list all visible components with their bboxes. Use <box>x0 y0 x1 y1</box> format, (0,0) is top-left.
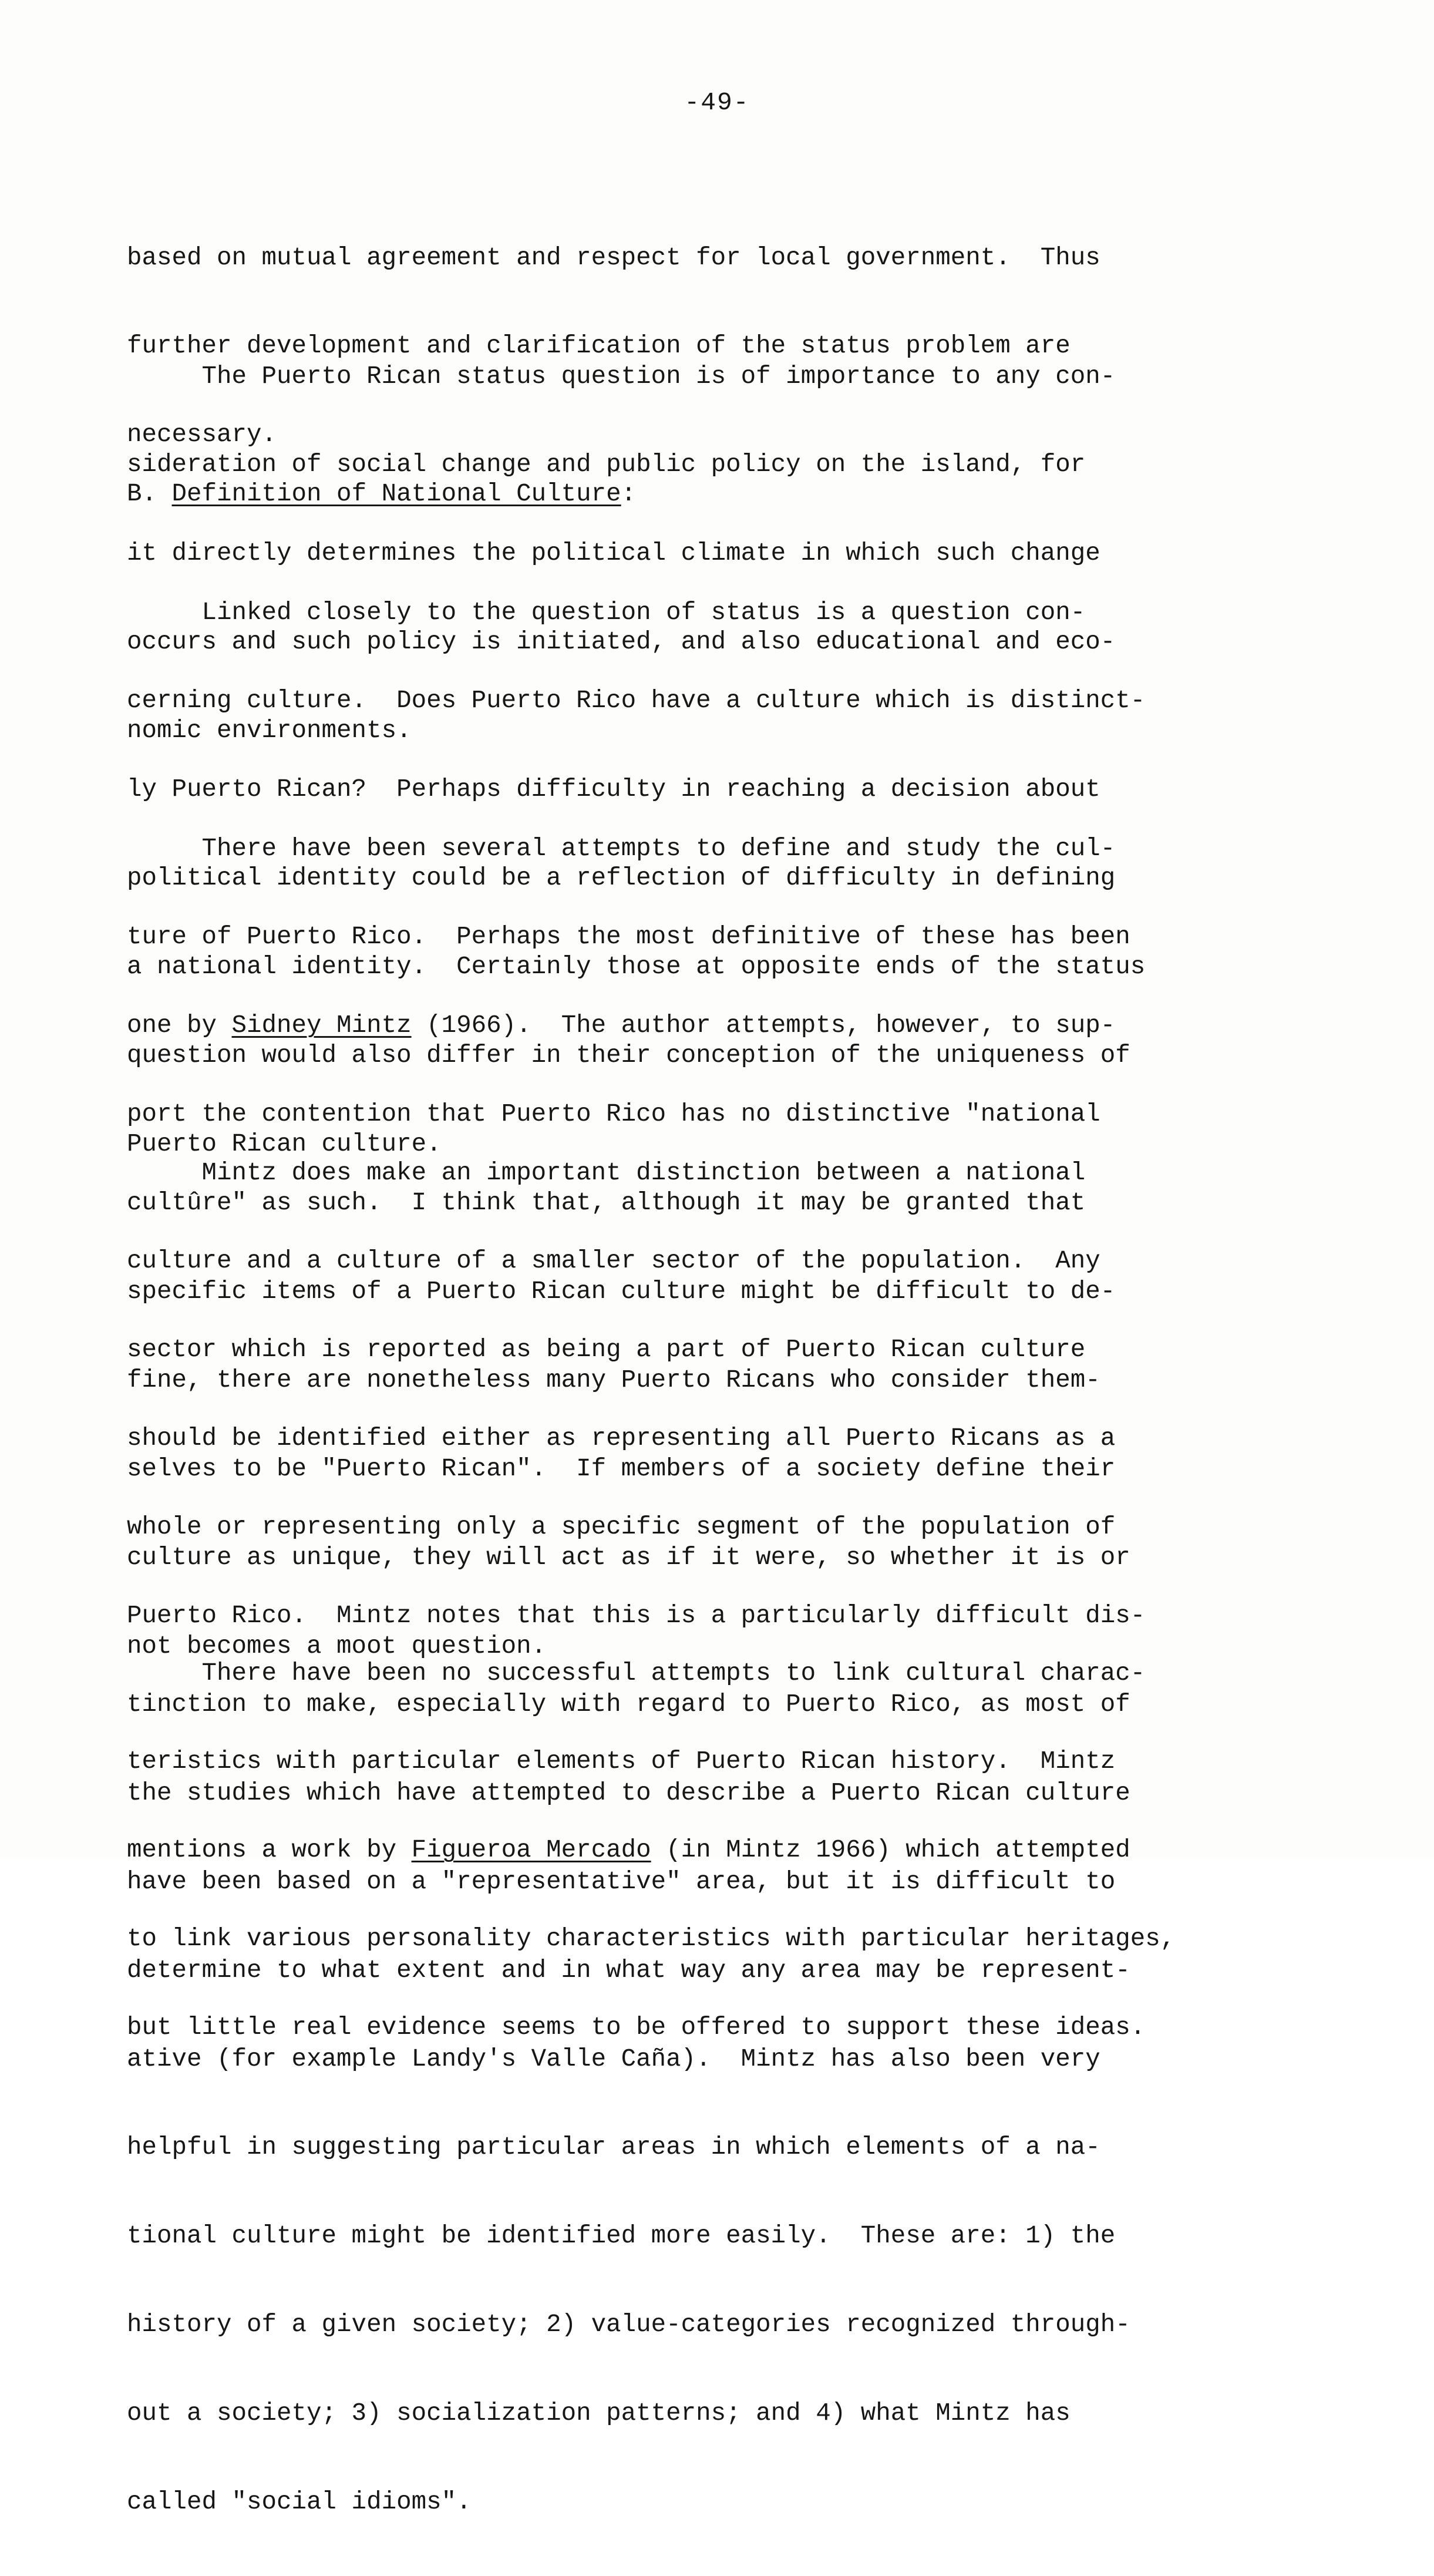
text-line: sector which is reported as being a part of Puerto Rican culture <box>127 1336 1086 1364</box>
text-line: teristics with particular elements of Puerto Rican history. Mintz <box>127 1747 1116 1776</box>
text-line: culture as unique, they will act as if it were, so whether it is or <box>127 1543 1130 1572</box>
text-line: tional culture might be identified more easily. These are: 1) the <box>127 2222 1116 2251</box>
text-line: have been based on a "representative" area, but it is difficult to <box>127 1867 1116 1896</box>
text-line: determine to what extent and in what way any area may be represent- <box>127 1956 1130 1985</box>
text-line: specific items of a Puerto Rican culture might be difficult to de- <box>127 1277 1116 1306</box>
text-line: based on mutual agreement and respect for local government. Thus <box>127 243 1100 272</box>
text-line: further development and clarification of the status problem are <box>127 332 1071 361</box>
text-line: fine, there are nonetheless many Puerto Ricans who consider them- <box>127 1366 1100 1394</box>
text-line: ative (for example Landy's Valle Caña). Mintz has also been very <box>127 2044 1100 2073</box>
text-line: Puerto Rico. Mintz notes that this is a particularly difficult dis- <box>127 1602 1146 1630</box>
text-line: but little real evidence seems to be offered to support these ideas. <box>127 2013 1146 2042</box>
text-line: whole or representing only a specific segment of the population of <box>127 1513 1116 1542</box>
text-line: sideration of social change and public policy on the island, for <box>127 450 1086 479</box>
text-line: it directly determines the political climate in which such change <box>127 539 1100 568</box>
text-line <box>127 1011 1130 1040</box>
text-fragment: (in Mintz 1966) which attempted <box>651 1836 1130 1865</box>
text-line: not becomes a moot question. <box>127 1632 547 1660</box>
text-line: culture and a culture of a smaller sector of the population. Any <box>127 1247 1100 1276</box>
text-line: The Puerto Rican status question is of importance to any con- <box>127 362 1116 391</box>
text-line: out a society; 3) socialization patterns; and 4) what Mintz has <box>127 2399 1071 2428</box>
text-line: selves to be "Puerto Rican". If members of a society define their <box>127 1454 1116 1483</box>
text-line: port the contention that Puerto Rico has no distinctive "national <box>127 1100 1100 1129</box>
text-line: the studies which have attempted to describe a Puerto Rican culture <box>127 1778 1130 1807</box>
paragraph-6 <box>127 1599 1175 2101</box>
text-line: should be identified either as representing all Puerto Ricans as a <box>127 1424 1116 1453</box>
text-line: history of a given society; 2) value-categories recognized through- <box>127 2311 1130 2339</box>
text-line: ture of Puerto Rico. Perhaps the most definitive of these has been <box>127 923 1130 951</box>
text-line: Linked closely to the question of status is a question con- <box>127 598 1086 627</box>
text-line: There have been several attempts to define and study the cul- <box>127 834 1116 863</box>
text-line: necessary. <box>127 421 277 449</box>
text-line: cultûre" as such. I think that, although it may be granted that <box>127 1189 1086 1218</box>
section-heading-prefix: B. <box>127 480 172 508</box>
text-line: helpful in suggesting particular areas in which elements of a na- <box>127 2133 1100 2162</box>
text-line: Puerto Rican culture. <box>127 1129 442 1158</box>
text-line: question would also differ in their conception of the uniqueness of <box>127 1041 1130 1070</box>
text-line: Mintz does make an important distinction between a national <box>127 1158 1086 1187</box>
page-number: -49- <box>684 88 750 117</box>
section-heading-title: Definition of National Culture <box>171 480 621 508</box>
text-line: There have been no successful attempts to link cultural charac- <box>127 1659 1146 1687</box>
text-line <box>127 1835 1175 1865</box>
section-heading <box>127 479 636 509</box>
author-reference-sidney-mintz: Sidney Mintz <box>231 1011 412 1040</box>
text-line: a national identity. Certainly those at opposite ends of the status <box>127 953 1146 981</box>
section-heading-suffix: : <box>621 480 637 508</box>
text-line: nomic environments. <box>127 717 412 745</box>
text-fragment: mentions a work by <box>127 1836 412 1865</box>
text-fragment: one by <box>127 1011 232 1040</box>
text-line: occurs and such policy is initiated, and also educational and eco- <box>127 628 1116 657</box>
text-line: political identity could be a reflection of difficulty in defining <box>127 864 1116 893</box>
text-line: ly Puerto Rican? Perhaps difficulty in reaching a decision about <box>127 775 1100 804</box>
text-line: tinction to make, especially with regard to Puerto Rico, as most of <box>127 1690 1130 1719</box>
text-line: called "social idioms". <box>127 2487 472 2516</box>
text-line: cerning culture. Does Puerto Rico have a culture which is distinct- <box>127 687 1146 715</box>
author-reference-figueroa-mercado: Figueroa Mercado <box>411 1836 651 1865</box>
text-fragment: (1966). The author attempts, however, to sup- <box>411 1011 1116 1040</box>
text-line: to link various personality characteristics with particular heritages, <box>127 1925 1176 1953</box>
